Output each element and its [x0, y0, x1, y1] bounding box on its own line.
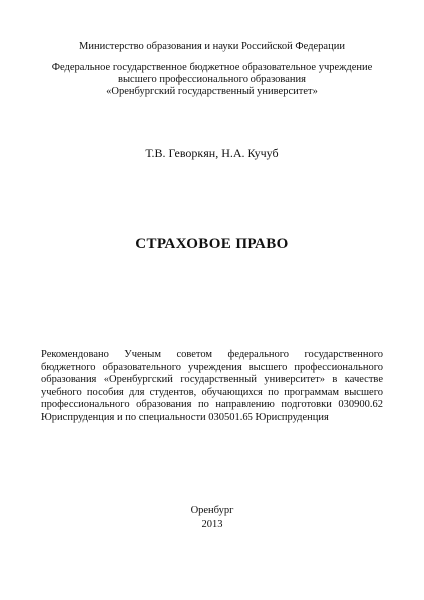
authors: Т.В. Геворкян, Н.А. Кучуб [145, 146, 279, 160]
institution-line-2: высшего профессионального образования [118, 74, 306, 85]
ministry-name: Министерство образования и науки Российской Федерации [79, 41, 345, 52]
publication-city: Оренбург [190, 505, 234, 516]
institution-line-3: «Оренбургский государственный университет» [106, 86, 318, 97]
recommendation-text: Рекомендовано Ученым советом федерального государственного бюджетного образовательного учреждения высшего профессионального образования «Оренбургский государственный университет» в качестве учебного пособия для студентов, обучающихся по программам высшего профессионального образования по направлению подготовки 030900.62 Юриспруденция и по специальности 030501.65 Юриспруденция [41, 349, 383, 423]
institution-line-1: Федеральное государственное бюджетное образовательное учреждение [51, 62, 373, 73]
document-title: СТРАХОВОЕ ПРАВО [135, 236, 289, 252]
publication-year: 2013 [201, 519, 223, 530]
